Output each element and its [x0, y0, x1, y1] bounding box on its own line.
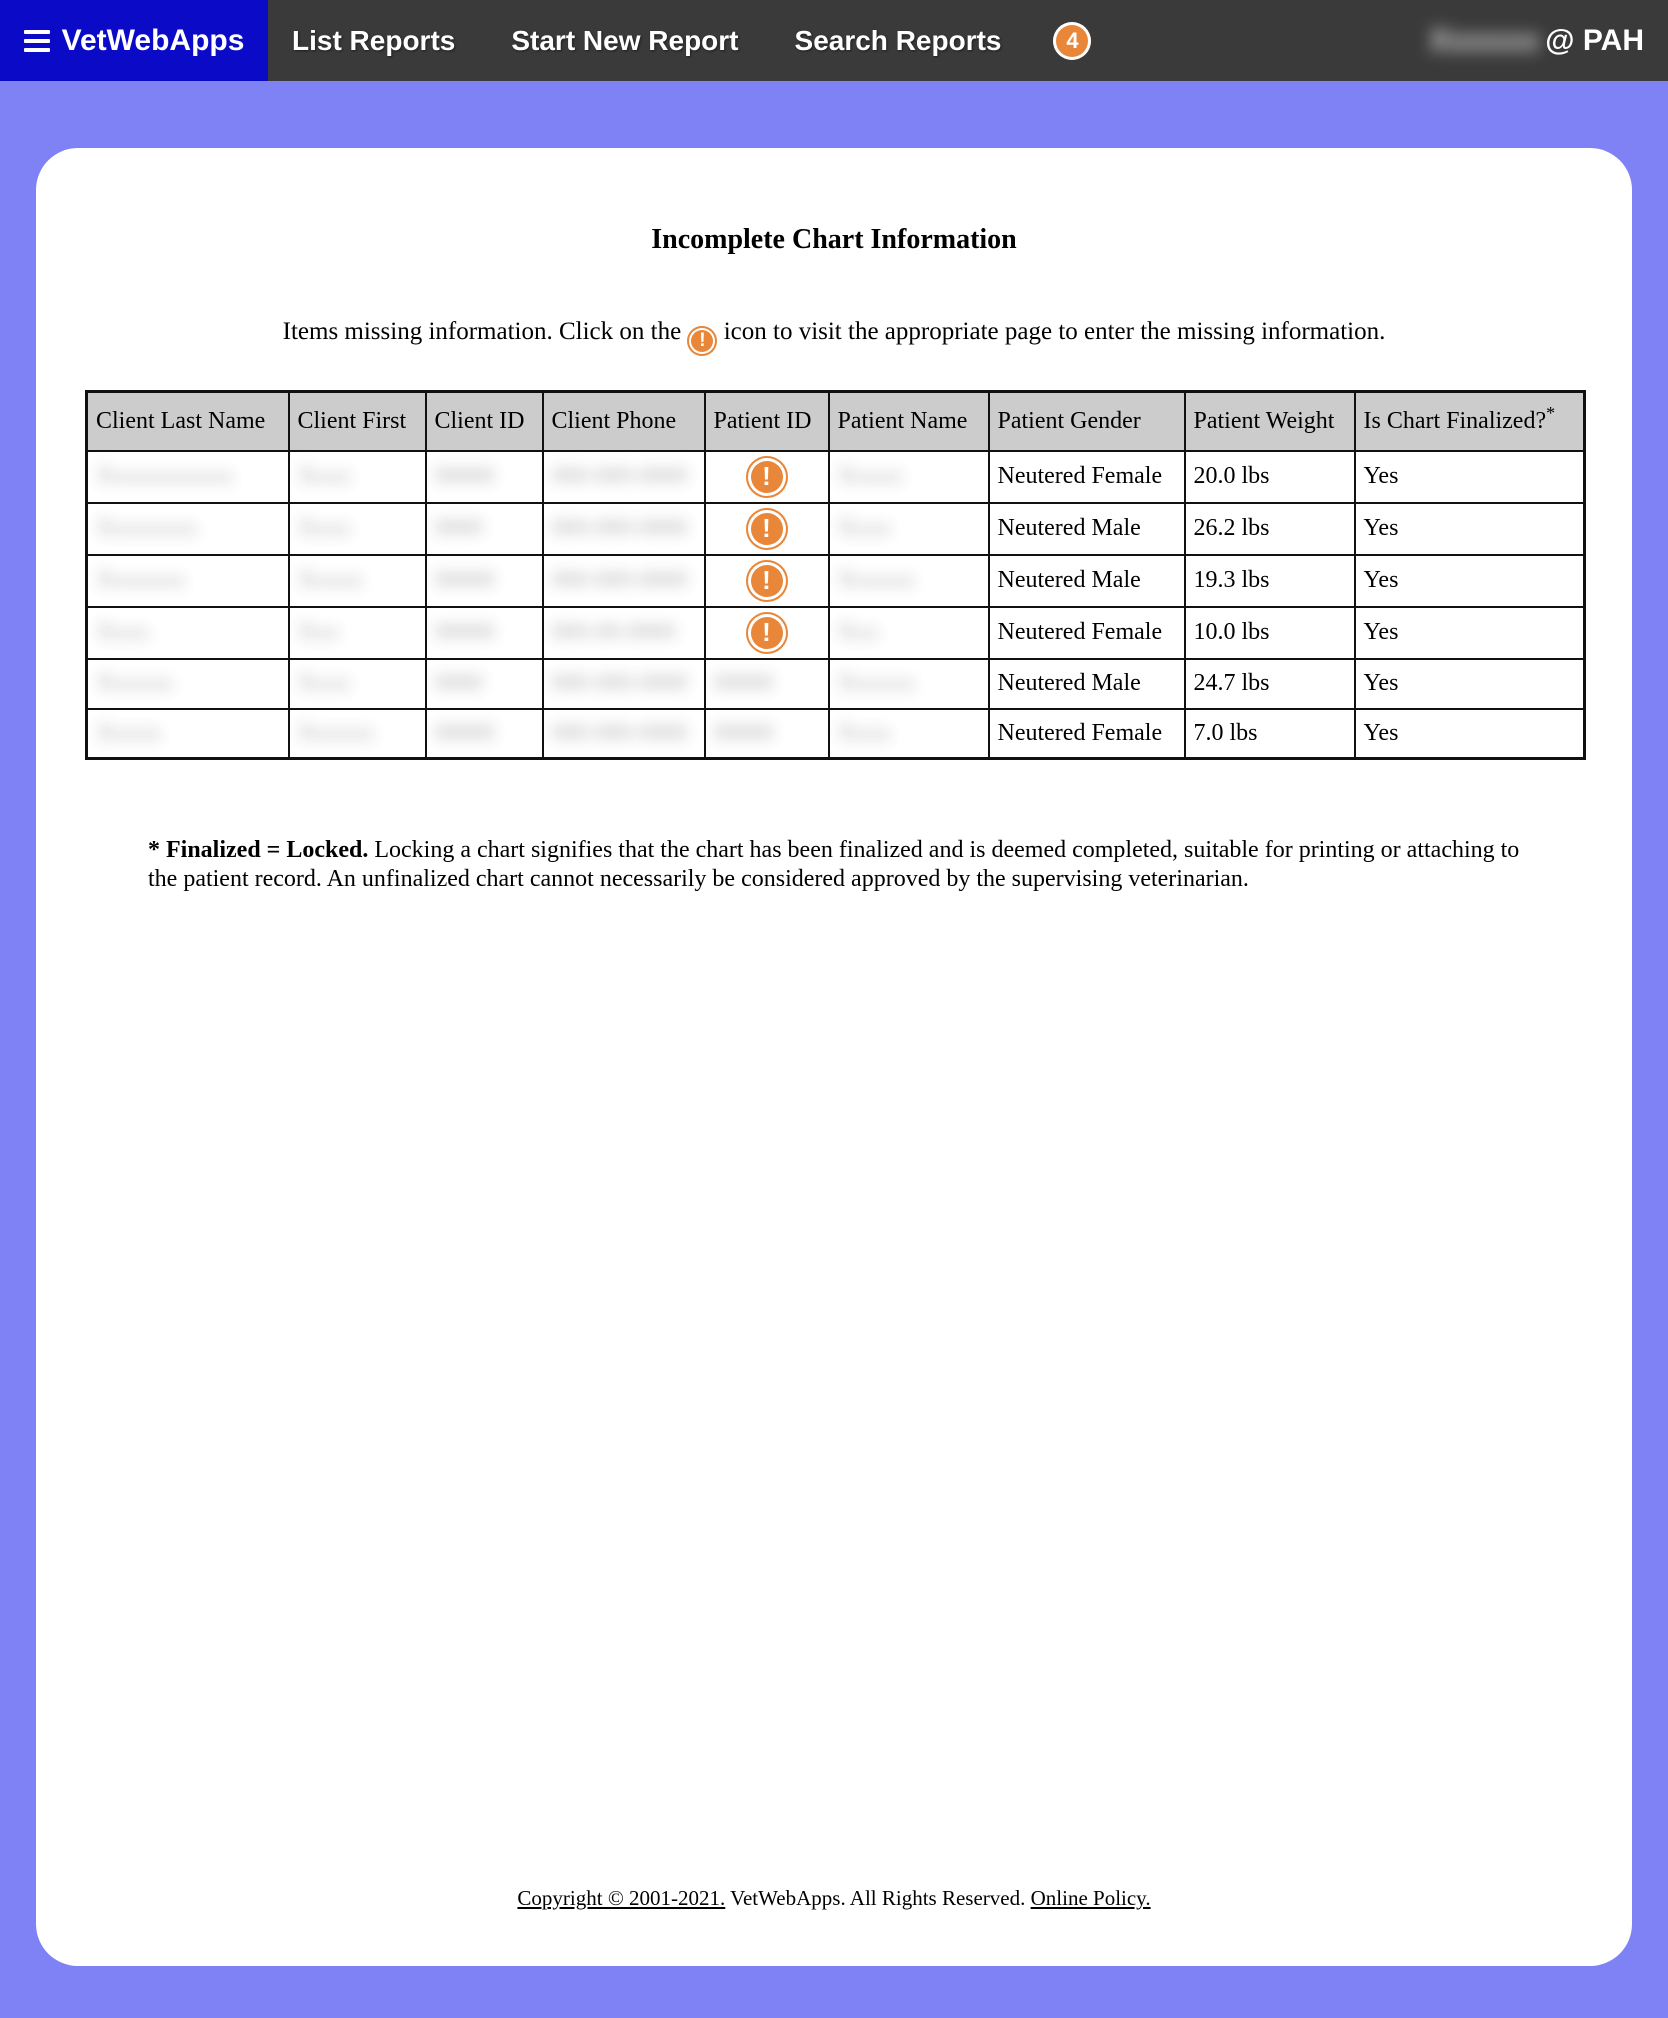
incomplete-charts-table: [85, 390, 1586, 760]
patient-weight-cell: 24.7 lbs: [1185, 659, 1355, 709]
page-title: Incomplete Chart Information: [651, 224, 1017, 255]
finalized-cell: Yes: [1355, 555, 1585, 607]
patient-weight-cell: 10.0 lbs: [1185, 607, 1355, 659]
header-is-chart-finalized: [1355, 392, 1585, 451]
table-row: [87, 607, 1585, 659]
finalized-cell: Yes: [1355, 451, 1585, 503]
user-location-label: @ PAH: [1545, 23, 1644, 57]
hamburger-menu-icon[interactable]: [24, 30, 50, 52]
finalized-cell: Yes: [1355, 503, 1585, 555]
patient-weight-cell: 7.0 lbs: [1185, 709, 1355, 759]
client-first-redacted: Xxxxxx: [297, 719, 375, 746]
footer-middle-text: VetWebApps. All Rights Reserved.: [725, 1886, 1031, 1910]
missing-patient-id-icon[interactable]: !: [746, 560, 788, 602]
patient-gender-cell: Neutered Female: [989, 451, 1185, 503]
finalized-footnote: [148, 836, 1528, 895]
client-phone-redacted: 000-00-0000: [551, 619, 676, 645]
nav-item-list-reports[interactable]: List Reports: [292, 24, 456, 56]
online-policy-link[interactable]: Online Policy.: [1030, 1886, 1151, 1910]
table-row: [87, 659, 1585, 709]
table-row: [87, 709, 1585, 759]
content-card: [36, 148, 1632, 1966]
finalized-cell: Yes: [1355, 607, 1585, 659]
client-id-redacted: 00000: [434, 463, 495, 489]
table-row: [87, 451, 1585, 503]
client-id-redacted: 0000: [434, 670, 483, 696]
brand-label: VetWebApps: [61, 23, 245, 57]
patient-gender-cell: Neutered Female: [989, 607, 1185, 659]
client-last-redacted: Xxxxxx: [96, 670, 174, 696]
patient-name-redacted: Xxx: [837, 619, 879, 645]
missing-patient-id-icon[interactable]: !: [746, 456, 788, 498]
top-navbar: [0, 0, 1668, 81]
patient-weight-cell: 19.3 lbs: [1185, 555, 1355, 607]
patient-weight-cell: 20.0 lbs: [1185, 451, 1355, 503]
missing-info-icon: !: [687, 326, 717, 356]
client-first-redacted: Xxxx: [297, 515, 351, 541]
patient-weight-cell: 26.2 lbs: [1185, 503, 1355, 555]
client-first-redacted: Xxx: [297, 619, 339, 645]
table-row: [87, 555, 1585, 607]
client-phone-redacted: 000-000-0000: [551, 670, 688, 696]
client-first-redacted: Xxxxx: [297, 567, 363, 593]
patient-name-redacted: Xxxx: [837, 719, 891, 746]
client-last-redacted: Xxxxx: [96, 719, 162, 746]
client-phone-redacted: 000-000-0000: [551, 515, 688, 541]
finalized-cell: Yes: [1355, 659, 1585, 709]
user-name-redacted: Xxxxxx: [1428, 22, 1540, 58]
client-last-redacted: Xxxxxxxx: [96, 515, 198, 541]
notification-count-badge[interactable]: 4: [1053, 22, 1091, 60]
instruction-text: [36, 318, 1632, 356]
patient-gender-cell: Neutered Female: [989, 709, 1185, 759]
footnote-bold: * Finalized = Locked.: [148, 837, 369, 863]
client-id-redacted: 00000: [434, 619, 495, 645]
patient-name-redacted: Xxxxxx: [837, 670, 915, 696]
table-header-row: [87, 392, 1585, 451]
header-client-last-name: Client Last Name: [87, 392, 289, 451]
header-client-id: Client ID: [426, 392, 543, 451]
nav-item-start-new-report[interactable]: Start New Report: [511, 24, 739, 56]
copyright-link[interactable]: Copyright © 2001-2021.: [517, 1886, 726, 1910]
finalized-asterisk: *: [1546, 402, 1556, 423]
table-row: [87, 503, 1585, 555]
patient-id-redacted: 00000: [713, 670, 774, 696]
header-patient-id: Patient ID: [705, 392, 829, 451]
patient-name-redacted: Xxxxxx: [837, 567, 915, 593]
brand-home-button[interactable]: [0, 0, 268, 81]
client-id-redacted: 0000: [434, 515, 483, 541]
instruction-after: icon to visit the appropriate page to enter the missing information.: [717, 318, 1386, 345]
nav-menu: [292, 0, 1001, 81]
patient-id-redacted: 00000: [713, 719, 774, 746]
client-last-redacted: Xxxxxxxxxxx: [96, 463, 234, 489]
client-phone-redacted: 000-000-0000: [551, 567, 688, 593]
patient-gender-cell: Neutered Male: [989, 555, 1185, 607]
patient-gender-cell: Neutered Male: [989, 659, 1185, 709]
client-id-redacted: 00000: [434, 719, 495, 746]
client-phone-redacted: 000-000-0000: [551, 719, 688, 746]
client-phone-redacted: 000-000-0000: [551, 463, 688, 489]
patient-name-redacted: Xxxx: [837, 515, 891, 541]
missing-patient-id-icon[interactable]: !: [746, 612, 788, 654]
header-client-phone: Client Phone: [543, 392, 705, 451]
client-first-redacted: Xxxx: [297, 670, 351, 696]
header-finalized-text: Is Chart Finalized?: [1363, 407, 1547, 434]
patient-gender-cell: Neutered Male: [989, 503, 1185, 555]
user-info: [1429, 0, 1668, 81]
missing-patient-id-icon[interactable]: !: [746, 508, 788, 550]
client-last-redacted: Xxxx: [96, 619, 150, 645]
header-patient-weight: Patient Weight: [1185, 392, 1355, 451]
page-footer: [36, 1886, 1632, 1911]
patient-name-redacted: Xxxxx: [837, 463, 903, 489]
client-id-redacted: 00000: [434, 567, 495, 593]
nav-item-search-reports[interactable]: Search Reports: [794, 24, 1002, 56]
header-client-first: Client First: [289, 392, 426, 451]
header-patient-gender: Patient Gender: [989, 392, 1185, 451]
footnote-text: Locking a chart signifies that the chart has been finalized and is deemed completed, suitable for printing or attaching to the patient record. An unfinalized chart cannot necessarily be considered approved by the supervising veterinarian.: [148, 837, 1520, 893]
finalized-cell: Yes: [1355, 709, 1585, 759]
client-last-redacted: Xxxxxxx: [96, 567, 186, 593]
instruction-before: Items missing information. Click on the: [282, 318, 688, 345]
client-first-redacted: Xxxx: [297, 463, 351, 489]
header-patient-name: Patient Name: [829, 392, 989, 451]
